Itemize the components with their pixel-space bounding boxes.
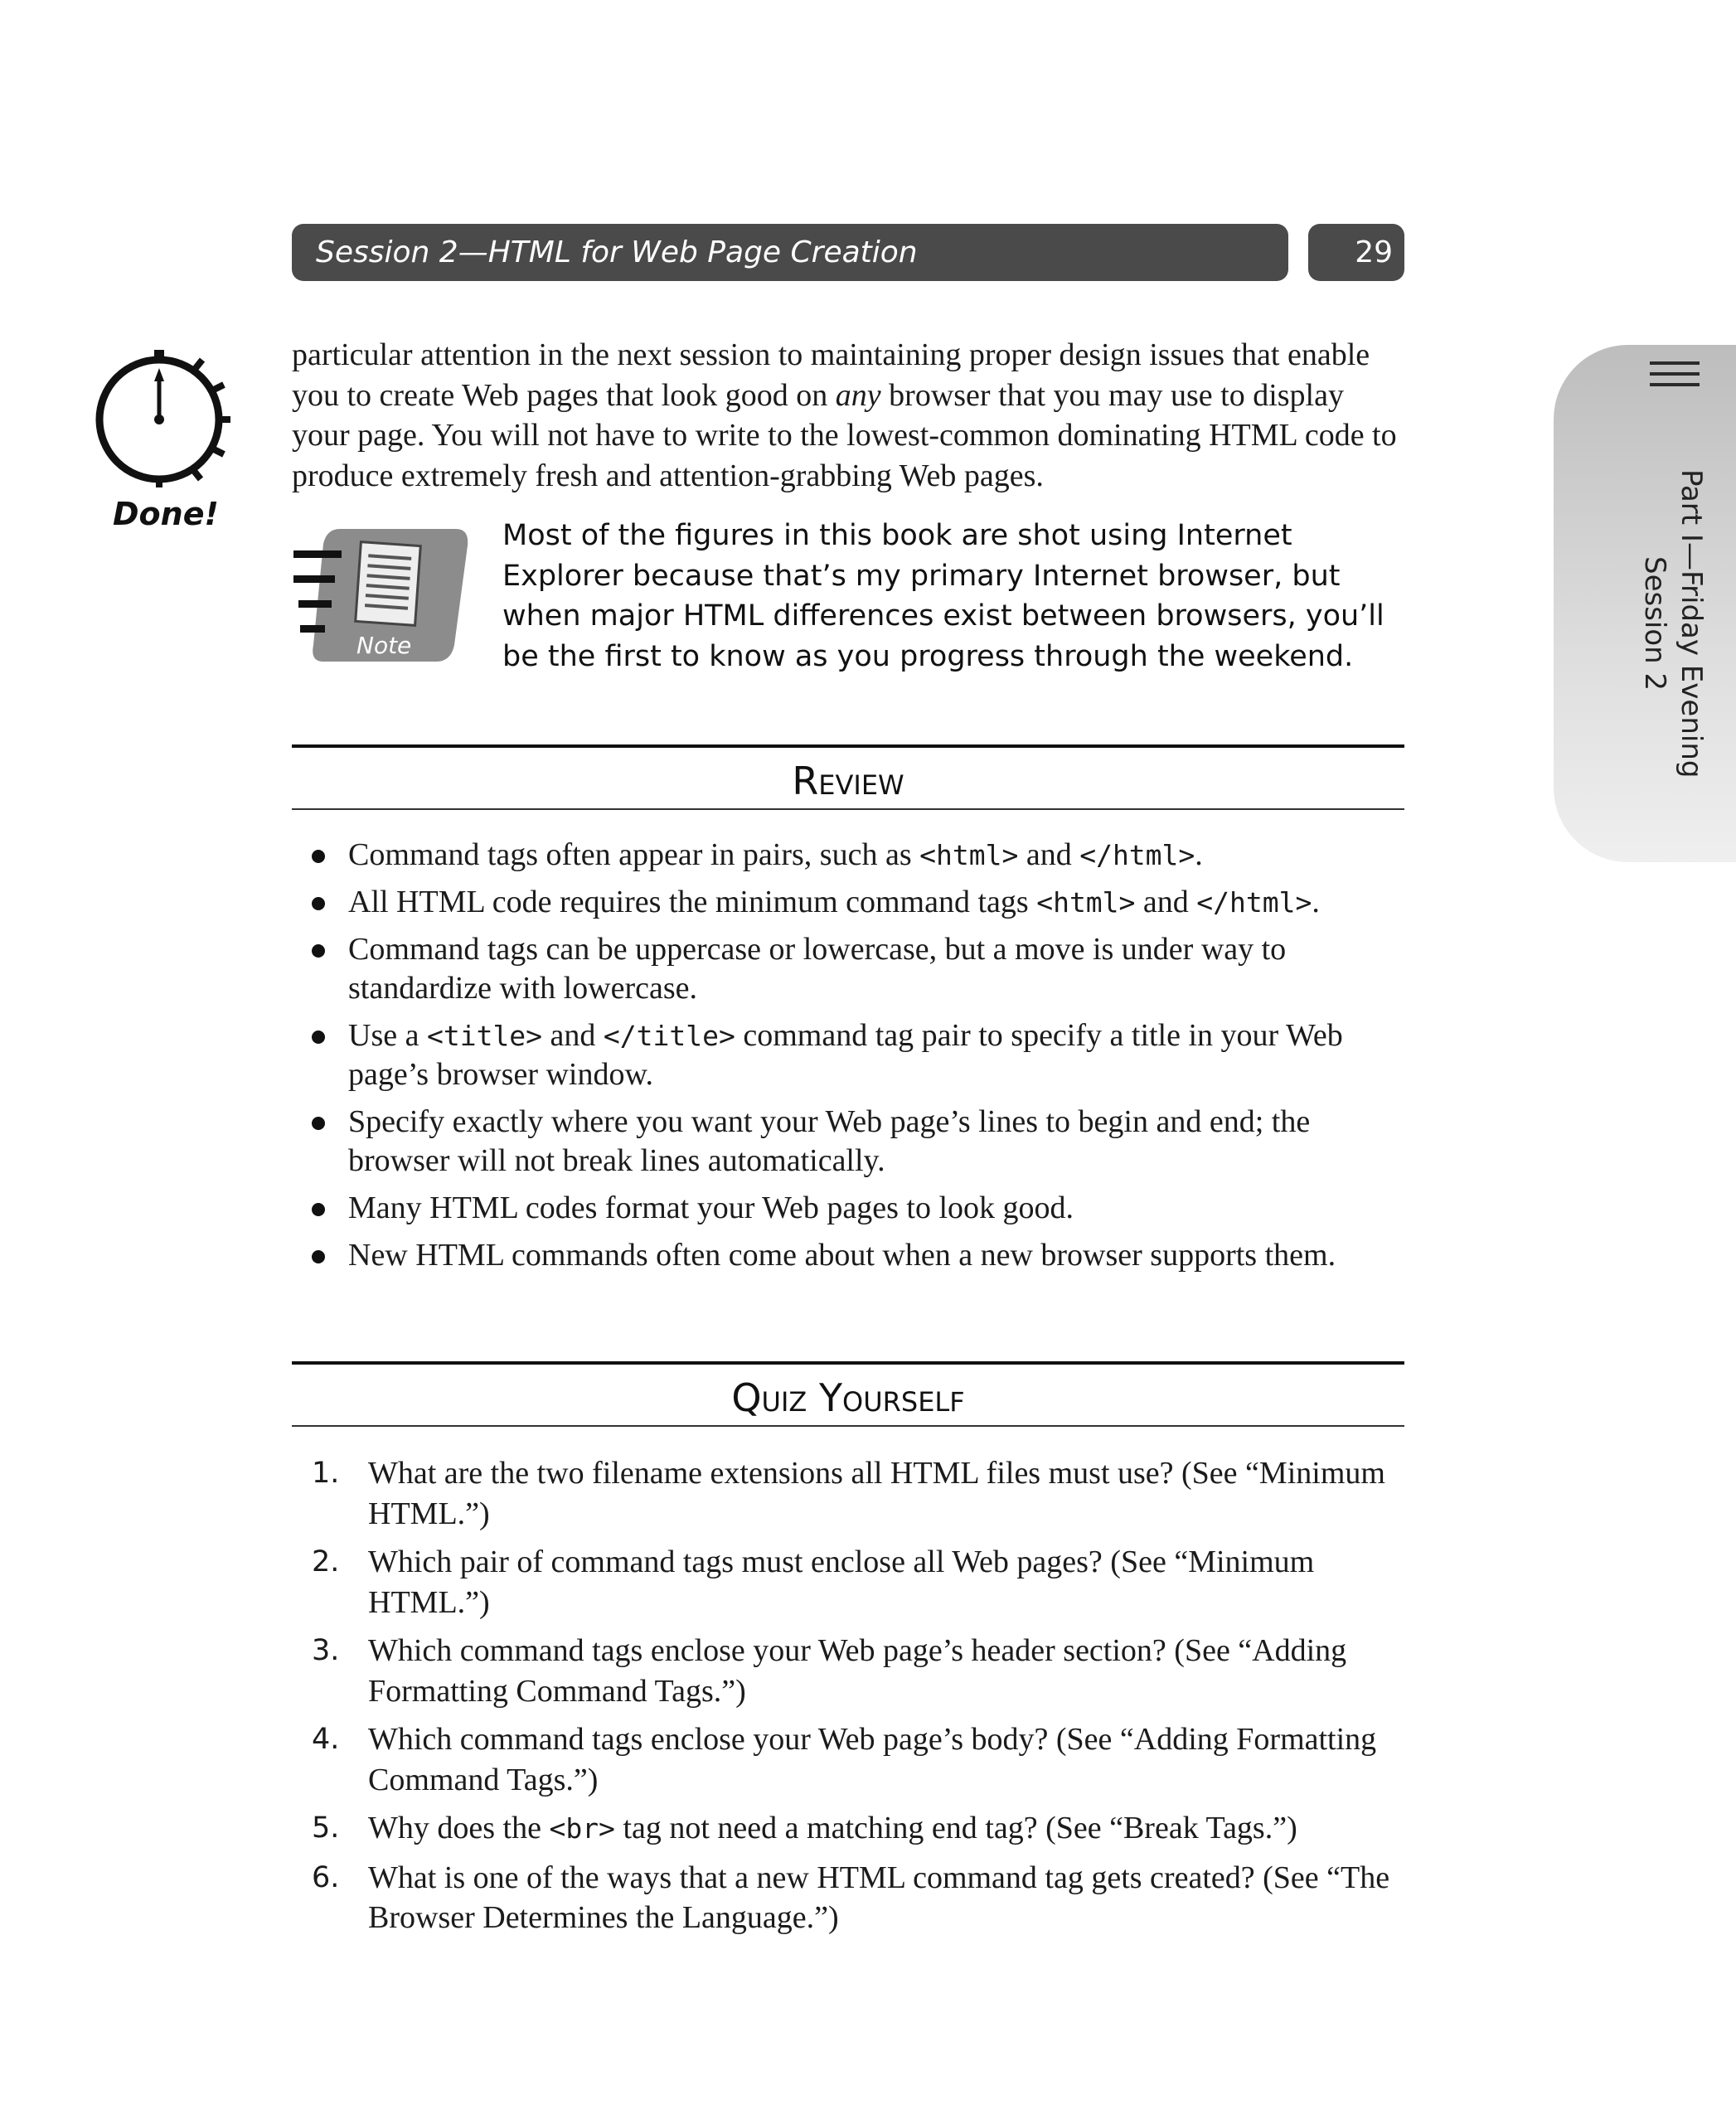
note-icon-label: Note <box>356 632 412 659</box>
page-number-text: 29 <box>1355 235 1393 269</box>
quiz-item: 5. Why does the <br> tag not need a matching end tag? (See “Break Tags.”) <box>312 1811 1297 1845</box>
review-rule-top <box>292 744 1404 748</box>
review-item: Many HTML codes format your Web pages to look good. <box>292 1189 1407 1228</box>
quiz-rule-top <box>292 1361 1404 1365</box>
side-tab-bars <box>1650 361 1700 394</box>
review-heading: Review <box>792 759 904 803</box>
quiz-list <box>292 1453 1407 1947</box>
side-tab-session: Session 2 <box>1638 555 1671 691</box>
review-item: Use a <title> and </title> command tag pair to specify a title in your Web page’s browser window. <box>292 1016 1407 1094</box>
review-rule-bottom <box>292 808 1404 810</box>
page-number <box>1308 224 1404 281</box>
quiz-rule-bottom <box>292 1425 1404 1427</box>
side-tab <box>1554 345 1736 862</box>
side-tab-text <box>1637 449 1709 798</box>
note-text: Most of the figures in this book are shot using Internet Explorer because that’s my primary Internet browser, but when major HTML differences exist between browsers, you’ll be the first to know as you progress through the weekend. <box>502 519 1384 673</box>
quiz-item: 2. Which pair of command tags must enclose all Web pages? (See “Minimum HTML.”) <box>312 1545 1315 1620</box>
quiz-heading: Quiz Yourself <box>731 1375 965 1420</box>
done-label: Done! <box>113 496 219 532</box>
quiz-item: 1. What are the two filename extensions all HTML files must use? (See “Minimum HTML.”) <box>312 1456 1385 1531</box>
stopwatch-icon <box>90 343 235 489</box>
intro-text-2: browser that you may use to display your page. You will not have to write to the lowest-common dominating HTML code to produce extremely fresh and attention-grabbing Web pages. <box>292 377 1397 493</box>
intro-text-1: particular attention in the next session to maintaining proper design issues that enable you to create Web pages that look good on <box>292 337 1370 413</box>
review-item: Specify exactly where you want your Web page’s lines to begin and end; the browser will not break lines automatically. <box>292 1103 1407 1181</box>
side-tab-part: Part I—Friday Evening <box>1675 468 1708 778</box>
quiz-item: 3. Which command tags enclose your Web page’s header section? (See “Adding Formatting Command Tags.”) <box>312 1633 1347 1709</box>
running-head-title: Session 2—HTML for Web Page Creation <box>316 235 918 269</box>
intro-paragraph <box>292 335 1407 496</box>
review-item: Command tags often appear in pairs, such as <html> and </html>. <box>292 836 1407 875</box>
intro-emphasis: any <box>835 377 881 413</box>
quiz-item: 6. What is one of the ways that a new HTML command tag gets created? (See “The Browser Determines the Language.”) <box>312 1860 1390 1935</box>
running-head <box>292 224 1288 281</box>
quiz-item: 4. Which command tags enclose your Web page’s body? (See “Adding Formatting Command Tags.”) <box>312 1722 1377 1797</box>
review-item: All HTML code requires the minimum command tags <html> and </html>. <box>292 883 1407 922</box>
review-list <box>292 836 1407 1283</box>
review-item: New HTML commands often come about when a new browser supports them. <box>292 1236 1407 1275</box>
review-item: Command tags can be uppercase or lowercase, but a move is under way to standardize with lowercase. <box>292 930 1407 1008</box>
